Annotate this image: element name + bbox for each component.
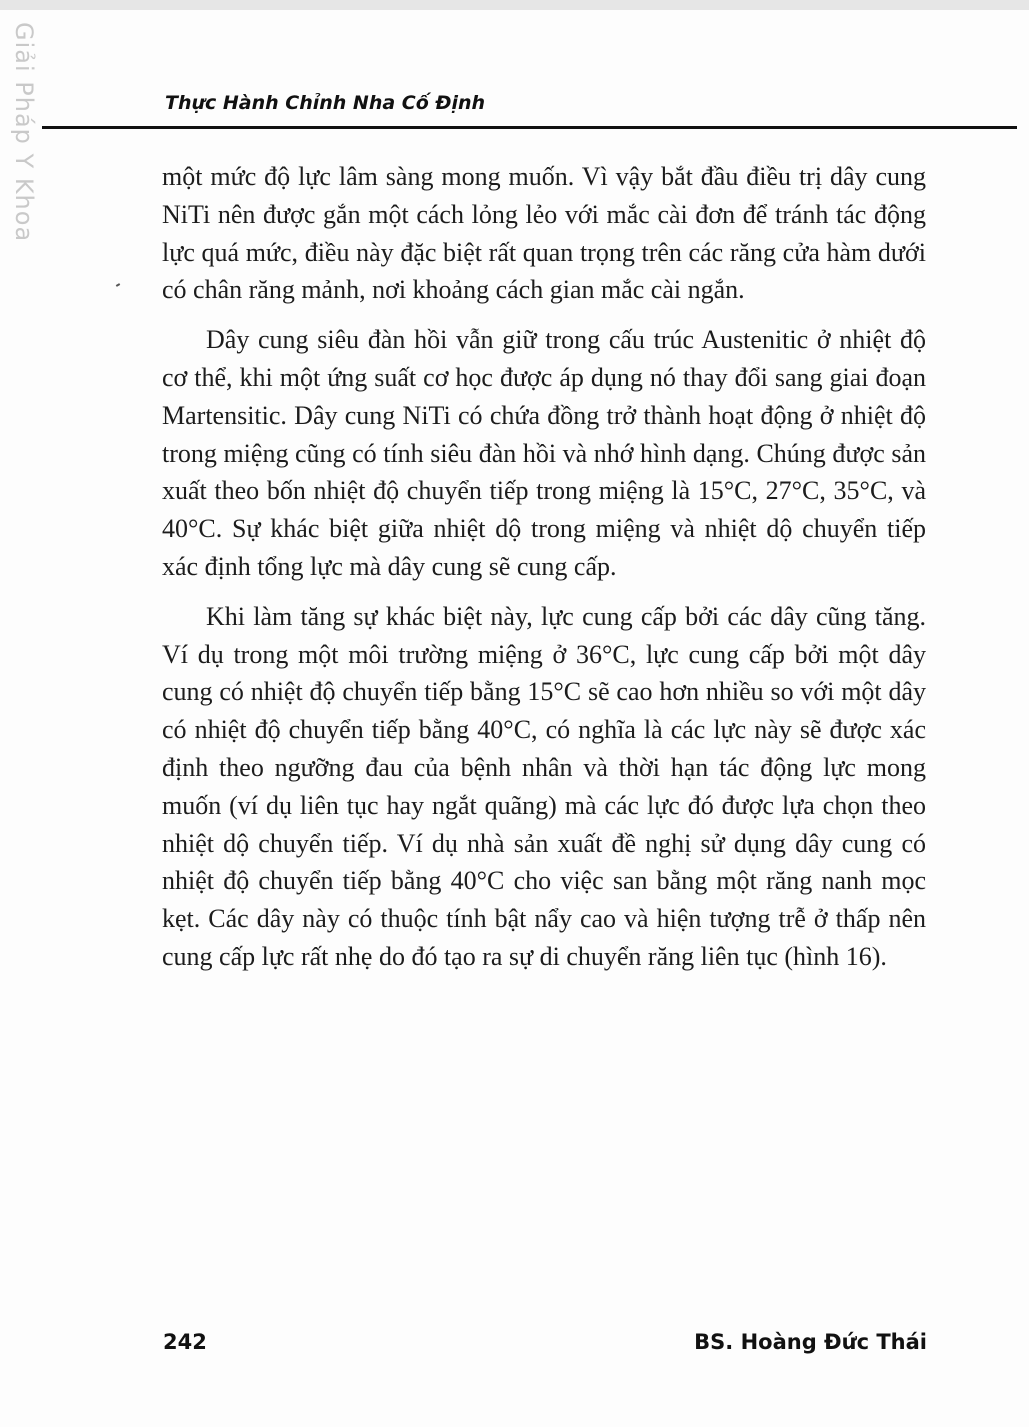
body-text xyxy=(162,158,926,988)
paragraph-1: một mức độ lực lâm sàng mong muốn. Vì vậy bắt đầu điều trị dây cung NiTi nên được gắn một cách lỏng lẻo với mắc cài đơn để tránh tác động lực quá mức, điều này đặc biệt rất quan trọng trên các răng cửa hàm dưới có chân răng mảnh, nơi khoảng cách gian mắc cài ngắn. xyxy=(162,162,926,305)
footer-author: BS. Hoàng Đức Thái xyxy=(694,1330,927,1354)
scan-speck xyxy=(116,283,120,287)
watermark: Giải Pháp Y Khoa xyxy=(10,22,38,243)
page-number: 242 xyxy=(163,1330,207,1354)
running-header-title: Thực Hành Chỉnh Nha Cố Định xyxy=(165,92,486,114)
paragraph-3: Khi làm tăng sự khác biệt này, lực cung cấp bởi các dây cũng tăng. Ví dụ trong một môi trường miệng ở 36°C, lực cung cấp bởi một dây cung có nhiệt độ chuyển tiếp bằng 15°C sẽ cao hơn nhiều so với một dây có nhiệt độ chuyển tiếp bằng 40°C, có nghĩa là các lực này sẽ được xác định theo ngưỡng đau của bệnh nhân và thời hạn tác động lực mong muốn (ví dụ liên tục hay ngắt quãng) mà các lực đó được lựa chọn theo nhiệt dộ chuyển tiếp. Ví dụ nhà sản xuất đề nghị sử dụng dây cung có nhiệt độ chuyển tiếp bằng 40°C cho việc san bằng một răng nanh mọc kẹt. Các dây này có thuộc tính bật nẩy cao và hiện tượng trễ ở thấp nên cung cấp lực rất nhẹ do đó tạo ra sự di chuyển răng liên tục (hình 16). xyxy=(162,601,926,971)
paragraph-2: Dây cung siêu đàn hồi vẫn giữ trong cấu trúc Austenitic ở nhiệt độ cơ thể, khi một ứng suất cơ học được áp dụng nó thay đổi sang giai đoạn Martensitic. Dây cung NiTi có chứa đồng trở thành hoạt động ở nhiệt độ trong miệng cũng có tính siêu đàn hồi và nhớ hình dạng. Chúng được sản xuất theo bốn nhiệt độ chuyển tiếp trong miệng là 15°C, 27°C, 35°C, và 40°C. Sự khác biệt giữa nhiệt dộ trong miệng và nhiệt dộ chuyển tiếp xác định tổng lực mà dây cung sẽ cung cấp. xyxy=(162,325,926,581)
header-rule xyxy=(42,126,1017,129)
scan-edge-shade xyxy=(0,0,1029,10)
